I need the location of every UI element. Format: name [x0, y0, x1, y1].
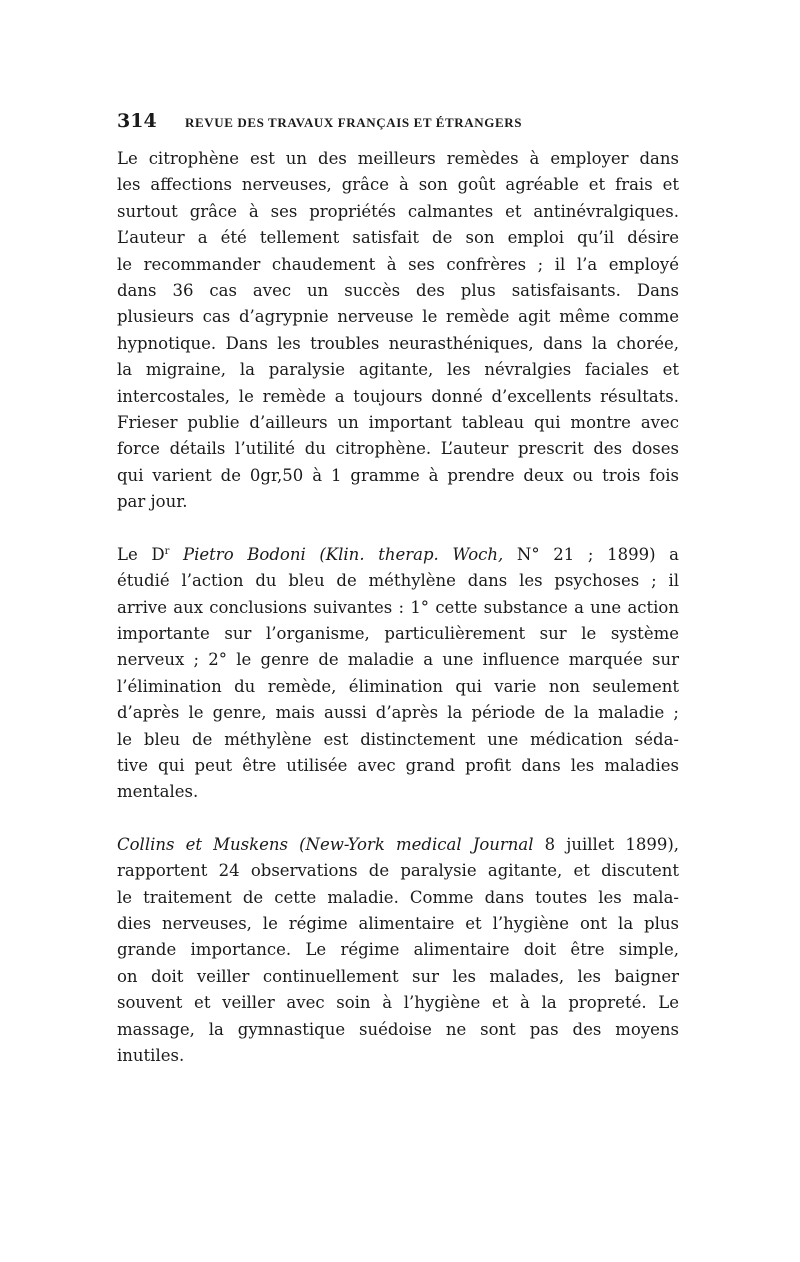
- text-line: souvent et veiller avec soin à l’hygiène et à la propreté. Le: [117, 993, 679, 1013]
- text-line: la migraine, la paralysie agitante, les névralgies faciales et: [117, 360, 679, 380]
- text-line: tive qui peut être utilisée avec grand profit dans les maladies: [117, 755, 679, 775]
- text-line: intercostales, le remède a toujours donné d’excellents résultats.: [117, 386, 679, 406]
- text-line: dans 36 cas avec un succès des plus satisfaisants. Dans: [117, 281, 679, 301]
- text-line: qui varient de 0gr,50 à 1 gramme à prendre deux ou trois fois: [117, 465, 679, 485]
- text-line: inutiles.: [117, 1046, 185, 1065]
- text-line: par jour.: [117, 492, 188, 512]
- text-line: les affections nerveuses, grâce à son goût agréable et frais et: [117, 175, 679, 195]
- text-line: L’auteur a été tellement satisfait de son emploi qu’il désire: [117, 228, 679, 248]
- text-run: [169, 545, 183, 564]
- page: [117, 110, 679, 1069]
- page-number: 314: [117, 110, 157, 132]
- running-title: REVUE DES TRAVAUX FRANÇAIS ET ÉTRANGERS: [185, 115, 523, 130]
- text-line: le recommander chaudement à ses confrères ; il l’a employé: [117, 254, 679, 274]
- running-head: [117, 110, 679, 140]
- text-line: nerveux ; 2° le genre de maladie a une influence marquée sur: [117, 650, 679, 670]
- text-line: [117, 832, 679, 858]
- text-run: Le D: [117, 544, 165, 564]
- text-line: Le citrophène est un des meilleurs remèdes à employer dans: [117, 149, 679, 168]
- text-line: hypnotique. Dans les troubles neurasthéniques, dans la chorée,: [117, 333, 679, 353]
- paragraph-gap: [117, 516, 679, 542]
- text-run: 8 juillet 1899),: [533, 834, 679, 854]
- text-line: on doit veiller continuellement sur les malades, les baigner: [117, 966, 679, 986]
- text-line: [117, 542, 679, 568]
- text-line: d’après le genre, mais aussi d’après la période de la maladie ;: [117, 703, 679, 723]
- text-line: surtout grâce à ses propriétés calmantes et antinévralgiques.: [117, 201, 679, 221]
- text-line: étudié l’action du bleu de méthylène dans les psychoses ; il: [117, 571, 679, 591]
- text-run: N° 21 ; 1899) a: [503, 544, 679, 564]
- text-line: rapportent 24 observations de paralysie agitante, et discutent: [117, 861, 679, 881]
- paragraph-bodoni: [117, 542, 679, 806]
- text-line: le bleu de méthylène est distinctement une médication séda-: [117, 729, 679, 749]
- citation-italic: Collins et Muskens (New-York medical Journal: [117, 834, 534, 854]
- paragraph-citrophene: [117, 146, 679, 516]
- text-line: arrive aux conclusions suivantes : 1° cette substance a une action: [117, 597, 679, 617]
- text-line: importante sur l’organisme, particulièrement sur le système: [117, 623, 679, 643]
- text-line: plusieurs cas d’agrypnie nerveuse le remède agit même comme: [117, 307, 679, 327]
- citation-italic: Pietro Bodoni (Klin. therap. Woch,: [183, 544, 504, 564]
- paragraph-collins-muskens: [117, 832, 679, 1070]
- text-line: mentales.: [117, 782, 199, 802]
- text-line: le traitement de cette maladie. Comme dans toutes les mala-: [117, 887, 679, 907]
- paragraph-gap: [117, 806, 679, 832]
- text-line: grande importance. Le régime alimentaire doit être simple,: [117, 940, 679, 960]
- text-line: force détails l’utilité du citrophène. L’auteur prescrit des doses: [117, 439, 679, 459]
- text-line: massage, la gymnastique suédoise ne sont pas des moyens: [117, 1019, 679, 1039]
- text-line: dies nerveuses, le régime alimentaire et l’hygiène ont la plus: [117, 913, 679, 933]
- superscript: r: [164, 545, 170, 557]
- text-line: Frieser publie d’ailleurs un important tableau qui montre avec: [117, 413, 679, 433]
- text-line: l’élimination du remède, élimination qui varie non seulement: [117, 676, 679, 696]
